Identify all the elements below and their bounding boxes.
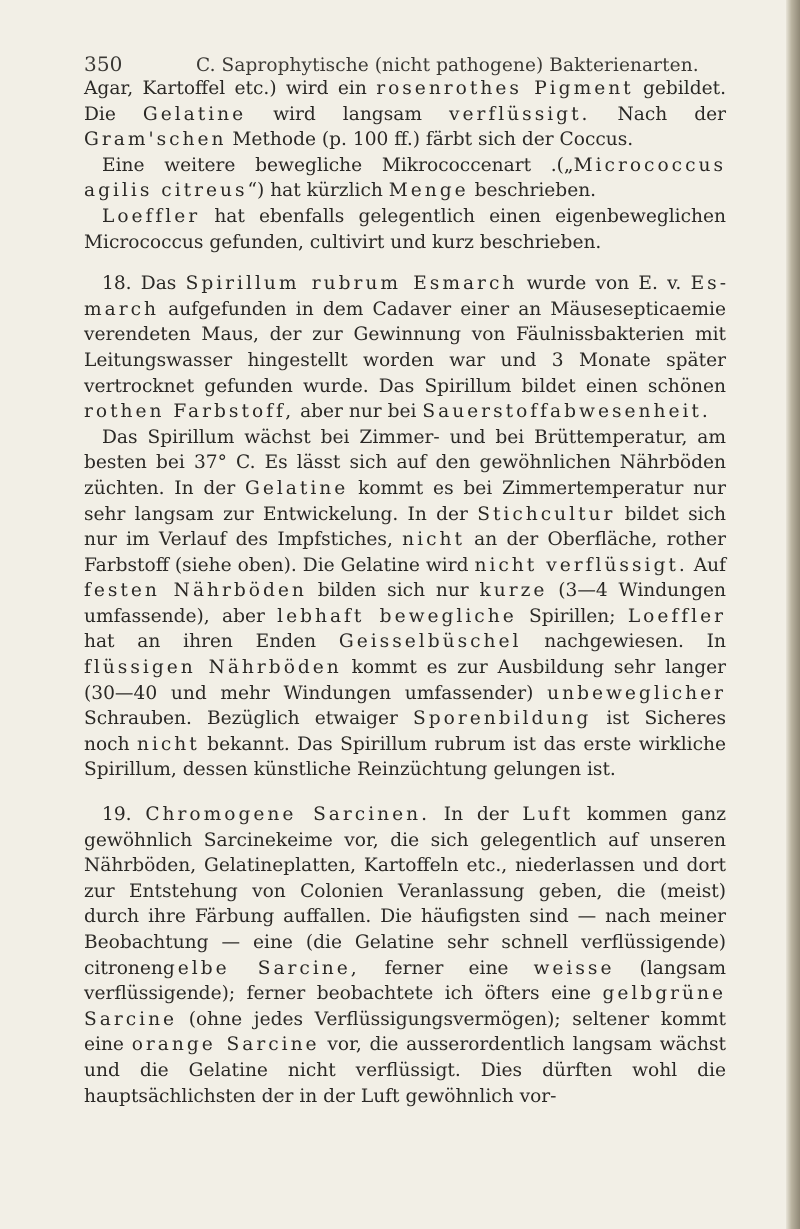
spaced-emphasis: verflüssigt. (448, 103, 591, 125)
spaced-emphasis: festen Nährböden (84, 580, 307, 602)
spaced-emphasis: Micrococcus agilis citreus (84, 154, 726, 202)
spaced-emphasis: Gelatine (245, 477, 349, 499)
paragraph: Eine weitere bewegliche Mikrococcenart .(„Micrococcus agilis citreus“) hat kürzlich Menge beschrieben. (84, 154, 726, 202)
spaced-emphasis: Loeffler (102, 205, 201, 227)
spaced-emphasis: Menge (388, 180, 469, 202)
spaced-emphasis: Loeffler (627, 605, 726, 627)
spaced-emphasis: Luft (522, 804, 574, 826)
paragraph: Das Spirillum wächst bei Zimmer- und bei Brüttemperatur, am besten bei 37° C. Es lässt sich auf den gewöhnlichen Nährböden züchten. In der Gelatine kommt es bei Zimmertemperatur nur sehr langsam zur Entwickelung. In der Stichcultur bildet sich nur im Verlauf des Impfstiches, nicht an der Oberfläche, rother Farbstoff (siehe oben). Die Gelatine wird nicht verflüssigt. Auf festen Nährböden bilden sich nur kurze (3—4 Windungen umfassende), aber lebhaft bewegliche Spirillen; Loeffler hat an ihren Enden Geisselbüschel nachgewiesen. In flüssigen Nährböden kommt es zur Ausbildung sehr langer (30—40 und mehr Windungen umfassender) unbeweglicher Schrauben. Bezüglich etwaiger Sporenbildung ist Sicheres noch nicht bekannt. Das Spirillum rubrum ist das erste wirkliche Spirillum, dessen künstliche Reinzüchtung gelungen ist. (84, 426, 726, 781)
spaced-emphasis: Gelatine (142, 103, 247, 125)
running-header (84, 52, 714, 76)
spaced-emphasis: unbeweglicher (547, 682, 726, 704)
spaced-emphasis: gelbe Sarcine, (162, 957, 360, 979)
spaced-emphasis: nicht (402, 529, 465, 551)
spaced-emphasis: Chromogene Sarcinen. (145, 804, 431, 826)
spaced-emphasis: nicht verflüssigt. (474, 554, 688, 576)
spaced-emphasis: Esmarch (84, 273, 726, 320)
body-text (84, 76, 726, 1109)
spaced-emphasis: kurze (479, 580, 548, 602)
spaced-emphasis: Sporenbildung (413, 708, 592, 730)
spaced-emphasis: nicht (136, 733, 200, 755)
paragraph: Loeffler hat ebenfalls gelegentlich einen eigenbeweglichen Micrococcus gefunden, cultivirt und kurz beschrieben. (84, 205, 726, 253)
spaced-emphasis: Gram'schen (84, 129, 227, 151)
book-spine-edge (786, 0, 800, 1229)
spaced-emphasis: lebhaft bewegliche (277, 605, 517, 627)
page-number: 350 (84, 52, 123, 76)
spaced-emphasis: Sauerstoffabwesenheit. (422, 401, 711, 423)
spaced-emphasis: Geisselbüschel (338, 631, 522, 653)
section-18-paragraph: 18. Das Spirillum rubrum Esmarch wurde von E. v. Esmarch aufgefunden in dem Cadaver einer an Mäusesepticaemie verendeten Maus, der zur Gewinnung von Fäulnissbakterien mit Leitungswasser hingestellt worden war und 3 Monate später vertrocknet gefunden wurde. Das Spirillum bildet einen schönen rothen Farbstoff, aber nur bei Sauerstoffabwesenheit. (84, 273, 726, 423)
section-19-paragraph: 19. Chromogene Sarcinen. In der Luft kommen ganz gewöhnlich Sarcinekeime vor, die sich gelegentlich auf unseren Nährböden, Gelatineplatten, Kartoffeln etc., niederlassen und dort zur Entstehung von Colonien Veranlassung geben, die (meist) durch ihre Färbung auffallen. Die häufigsten sind — nach meiner Beobachtung — eine (die Gelatine sehr schnell verflüssigende) citronengelbe Sarcine, ferner eine weisse (langsam verflüssigende); ferner beobachtete ich öfters eine gelbgrüne Sarcine (ohne jedes Verflüssigungsvermögen); seltener kommt eine orange Sarcine vor, die ausserordentlich langsam wächst und die Gelatine nicht verflüssigt. Dies dürften wohl die hauptsächlichsten der in der Luft gewöhnlich vor- (84, 804, 727, 1107)
paragraph: Agar, Kartoffel etc.) wird ein rosenrothes Pigment gebildet. Die Gelatine wird langsam verflüssigt. Nach der Gram'schen Methode (p. 100 ff.) färbt sich der Coccus. (84, 78, 726, 151)
spaced-emphasis: weisse (533, 957, 615, 979)
spaced-emphasis: rosenrothes Pigment (376, 78, 634, 99)
spaced-emphasis: gelbgrüne Sarcine (84, 983, 726, 1030)
spaced-emphasis: Spirillum rubrum Esmarch (185, 273, 518, 295)
spaced-emphasis: orange Sarcine (131, 1034, 320, 1056)
spaced-emphasis: rothen Farbstoff, (84, 401, 295, 423)
spaced-emphasis: flüssigen Nährböden (84, 657, 342, 679)
spaced-emphasis: Stichcultur (477, 503, 616, 525)
running-title: C. Saprophytische (nicht pathogene) Bakterienarten. (196, 55, 699, 76)
